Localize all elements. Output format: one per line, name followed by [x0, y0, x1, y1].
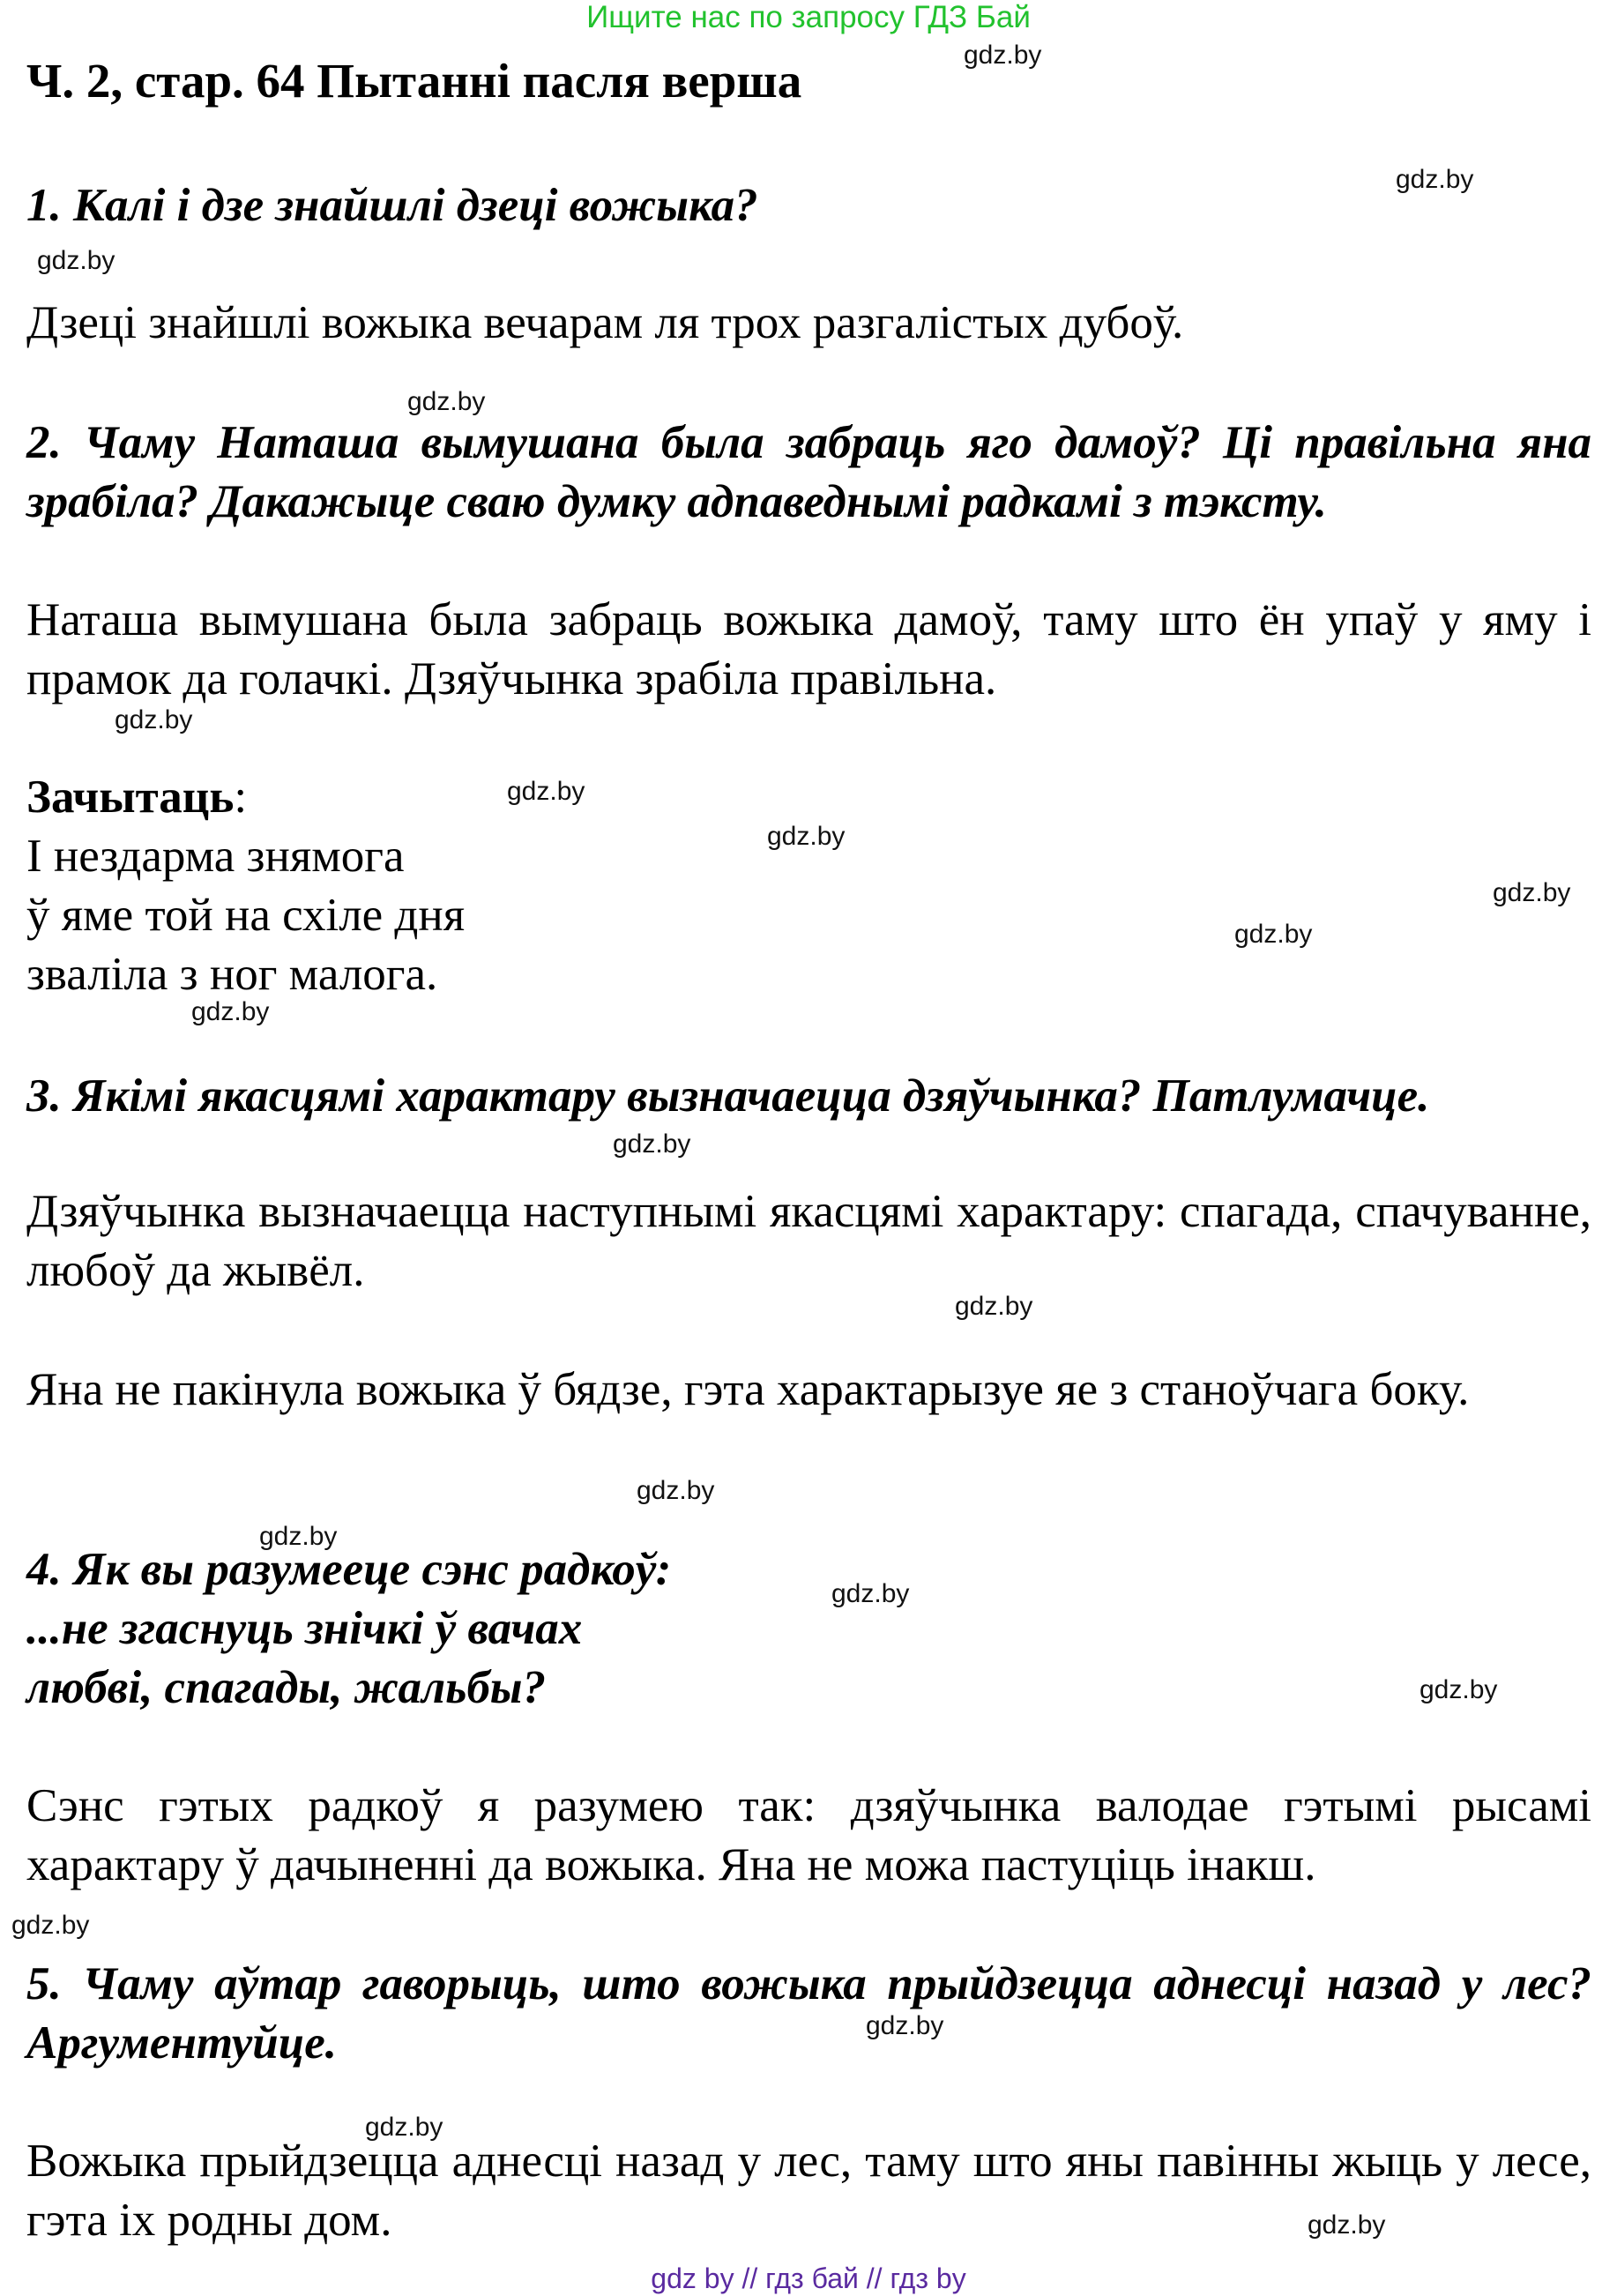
- watermark: gdz.by: [407, 387, 486, 416]
- watermark: gdz.by: [964, 41, 1042, 70]
- quote-line-2: ў яме той на схіле дня: [26, 890, 466, 941]
- question-4-line-2: ...не згаснуць знічкі ў вачах: [26, 1603, 583, 1654]
- watermark: gdz.by: [1493, 878, 1571, 907]
- watermark: gdz.by: [1420, 1675, 1498, 1704]
- question-2: 2. Чаму Наташа вымушана была забраць яго дамоў? Ці правільна яна зрабіла? Дакажыце сваю думку адпаведнымі радкамі з тэксту.: [26, 417, 1591, 527]
- watermark: gdz.by: [11, 1911, 90, 1940]
- footer-links[interactable]: gdz by // гдз бай // гдз by: [651, 2262, 966, 2294]
- quote-line-3: зваліла з ног малога.: [26, 949, 438, 1000]
- watermark: gdz.by: [115, 705, 193, 734]
- answer-4: Сэнс гэтых радкоў я разумею так: дзяўчынка валодае гэтымі рысамі характару ў дачыненні да вожыка. Яна не можа пастуціць інакш.: [26, 1780, 1591, 1890]
- answer-3b: Яна не пакінула вожыка ў бядзе, гэта характарызуе яе з станоўчага боку.: [26, 1364, 1470, 1415]
- answer-1: Дзеці знайшлі вожыка вечарам ля трох разгалістых дубоў.: [26, 297, 1184, 348]
- question-4-line-3: любві, спагады, жальбы?: [26, 1662, 547, 1713]
- watermark: gdz.by: [866, 2011, 944, 2040]
- answer-5: Вожыка прыйдзецца аднесці назад у лес, таму што яны павінны жыць у лесе, гэта іх родны дом.: [26, 2136, 1591, 2246]
- quote-line-1: І нездарма знямога: [26, 831, 405, 882]
- watermark: gdz.by: [637, 1476, 715, 1505]
- watermark: gdz.by: [37, 246, 116, 275]
- watermark: gdz.by: [1396, 165, 1474, 194]
- answer-3a: Дзяўчынка вызначаецца наступнымі якасцямі характару: спагада, спачуванне, любоў да жывёл.: [26, 1186, 1591, 1296]
- watermark: gdz.by: [507, 777, 585, 806]
- watermark: gdz.by: [1234, 920, 1313, 949]
- watermark: gdz.by: [955, 1292, 1033, 1321]
- quote-label: Зачытаць:: [26, 772, 248, 823]
- watermark: gdz.by: [191, 997, 270, 1026]
- watermark: gdz.by: [1308, 2210, 1386, 2240]
- watermark: gdz.by: [613, 1129, 691, 1159]
- question-3: 3. Якімі якасцямі характару вызначаецца дзяўчынка? Патлумачце.: [26, 1070, 1430, 1122]
- header-search-link[interactable]: Ищите нас по запросу ГДЗ Бай: [586, 0, 1031, 34]
- answer-2: Наташа вымушана была забраць вожыка дамоў, таму што ён упаў у яму і прамок да голачкі. Дзяўчынка зрабіла правільна.: [26, 594, 1591, 704]
- question-1: 1. Калі і дзе знайшлі дзеці вожыка?: [26, 180, 758, 231]
- watermark: gdz.by: [831, 1579, 910, 1608]
- watermark: gdz.by: [365, 2113, 443, 2142]
- question-5: 5. Чаму аўтар гаворыць, што вожыка прыйдзецца аднесці назад у лес? Аргументуйце.: [26, 1958, 1591, 2069]
- watermark: gdz.by: [259, 1522, 338, 1551]
- page-title: Ч. 2, стар. 64 Пытанні пасля верша: [26, 54, 802, 108]
- question-4-line-1: 4. Як вы разумееце сэнс радкоў:: [26, 1544, 672, 1595]
- watermark: gdz.by: [767, 822, 846, 851]
